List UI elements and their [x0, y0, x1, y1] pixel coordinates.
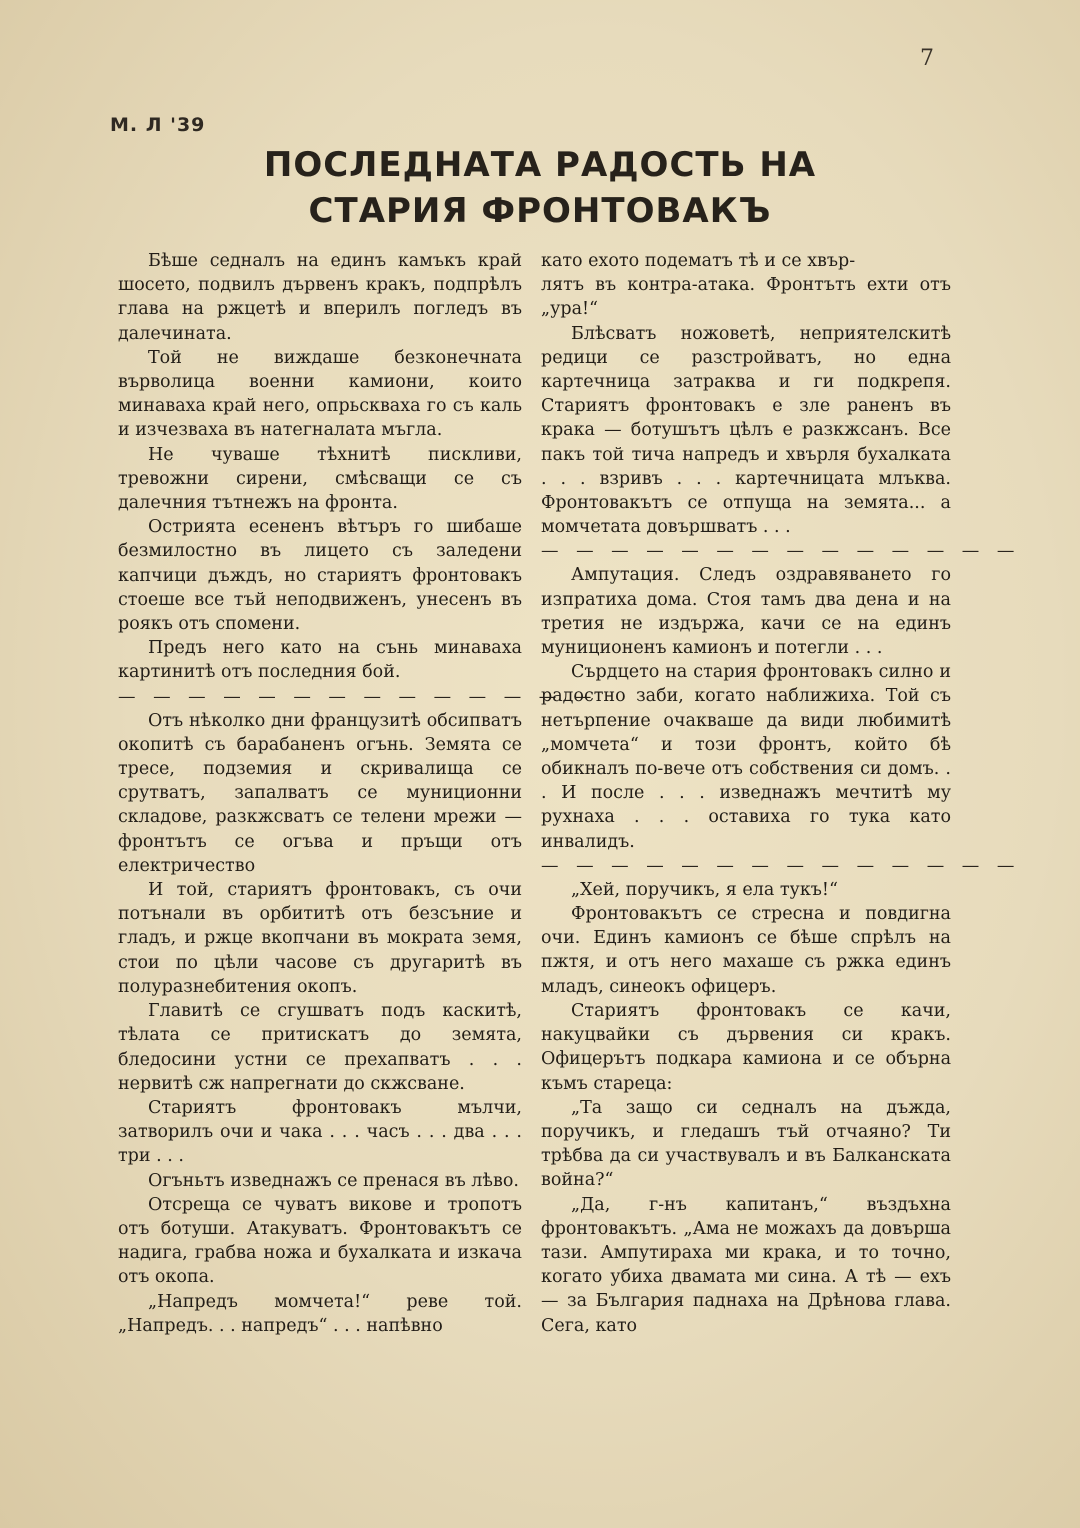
- section-separator: — — — — — — — — — — — — — —: [118, 686, 598, 707]
- paragraph: „Да, г-нъ капитанъ,“ въздъхна фронтовакътъ. „Ама не можахъ да довърша тази. Ампутираха ми крака, и то точно, когато убиха двамата ми сина. А тѣ — ехъ — за България паднаха на Дрѣнова глава. Сега, като: [541, 1194, 951, 1336]
- paragraph: Отсреща се чуватъ викове и тропотъ отъ ботуши. Атакуватъ. Фронтовакътъ се надига, грабва ножа и бухалката и изкача отъ окопа.: [118, 1194, 522, 1288]
- paragraph: Огъньтъ изведнажъ се пренася въ лѣво.: [148, 1170, 519, 1191]
- paragraph: Не чуваше тѣхнитѣ пискливи, тревожни сирени, смѣсващи се съ далечния тътнежъ на фронта.: [118, 444, 522, 514]
- paragraph: „Напредъ момчета!“ реве той. „Напредъ. . . напредъ“ . . . напѣвно: [118, 1291, 522, 1336]
- right-column: [541, 249, 1021, 1338]
- page-number: 7: [920, 46, 934, 71]
- paragraph: Бѣше седналъ на единъ камъкъ край шосето, подвилъ дървенъ кракъ, подпрѣлъ глава на ржцетѣ и вперилъ погледъ въ далечината.: [118, 251, 522, 344]
- paragraph: Стариятъ фронтовакъ се качи, накуцвайки съ дървения си кракъ. Офицерътъ подкара камиона и се обърна къмъ стареца:: [541, 1000, 951, 1094]
- author-initials: М. Л '39: [110, 114, 206, 136]
- title-line-1: ПОСЛЕДНАТА РАДОСТЬ НА: [263, 145, 817, 185]
- paragraph: Сърдцето на стария фронтовакъ силно и радостно заби, когато наближиха. Той съ нетърпение очакваше да види любимитѣ „момчета“ и този фронтъ, който бѣ обикналъ по-вече отъ собствения си домъ. . . И после . . . изведнажъ мечтитѣ му рухнаха . . . оставиха го тука като инвалидъ.: [541, 662, 951, 852]
- paragraph: „Хей, поручикъ, я ела тукъ!“: [571, 879, 838, 900]
- paragraph: Острията есененъ вѣтъръ го шибаше безмилостно въ лицето съ заледени капчици дъждъ, но стариятъ фронтовакъ стоеше все тъй неподвиженъ, унесенъ въ роякъ отъ спомени.: [118, 517, 522, 635]
- paragraph: Предъ него като на сънь минаваха картинитѣ отъ последния бой.: [118, 638, 522, 683]
- paragraph-continued: като ехото подематъ тѣ и се хвър-: [541, 251, 856, 271]
- left-column: [118, 249, 598, 1338]
- paragraph: Главитѣ се сгушватъ подъ каскитѣ, тѣлата се притискатъ до земята, бледосини устни се прехапватъ . . . нервитѣ сж напрегнати до скжсване.: [118, 1001, 522, 1094]
- paragraph-continued: лятъ въ контра-атака. Фронтътъ ехти отъ „ура!“: [541, 275, 951, 320]
- paragraph: Блѣсватъ ножоветѣ, неприятелскитѣ редици се разстройватъ, но една картечница затраква и ги подкрепя. Стариятъ фронтовакъ е зле раненъ въ крака — ботушътъ цѣлъ е разкжсанъ. Все пакъ той тича напредъ и хвърля бухалката . . . взривъ . . . картечницата млъква. Фронтовакътъ се отпуща на земята... а момчетата довършватъ . . .: [541, 323, 951, 538]
- paragraph: Той не виждаше безконечната върволица военни камиони, които минаваха край него, опрьскваха го съ каль и изчезваха въ натегналата мъгла.: [118, 347, 522, 441]
- paragraph: Стариятъ фронтовакъ мълчи, затворилъ очи и чака . . . часъ . . . два . . . три . . .: [118, 1097, 522, 1167]
- article-title: [100, 142, 980, 234]
- paragraph: „Та защо си седналъ на дъжда, поручикъ, и гледашъ тъй отчаяно? Ти трѣбва да си участвувалъ и въ Балканската война?“: [541, 1097, 951, 1191]
- title-line-2: СТАРИЯ ФРОНТОВАКЪ: [308, 191, 772, 231]
- paragraph: Фронтовакътъ се стресна и повдигна очи. Единъ камионъ се бѣше спрѣлъ на пжтя, и отъ него махаше съ ржка единъ младъ, синеокъ офицеръ.: [541, 904, 951, 997]
- paragraph: Отъ нѣколко дни французитѣ обсипватъ окопитѣ съ барабаненъ огънь. Земята се тресе, подземия и скривалища се срутватъ, запалватъ се муниционни складове, разкжсватъ се телени мрежи — фронтътъ се огъва и пръщи отъ електричество: [118, 710, 522, 876]
- paragraph: Ампутация. Следъ оздравяването го изпратиха дома. Стоя тамъ два дена и на третия не издържа, качи се на единъ муниционенъ камионъ и потегли . . .: [541, 565, 951, 659]
- paragraph: И той, стариятъ фронтовакъ, съ очи потънали въ орбититѣ отъ безсъние и гладъ, и ржце вкопчани въ мократа земя, стои по цѣли часове съ другаритѣ въ полуразнебитения окопъ.: [118, 880, 522, 997]
- section-separator: — — — — — — — — — — — — — —: [541, 855, 1021, 876]
- section-separator: — — — — — — — — — — — — — —: [541, 541, 1021, 562]
